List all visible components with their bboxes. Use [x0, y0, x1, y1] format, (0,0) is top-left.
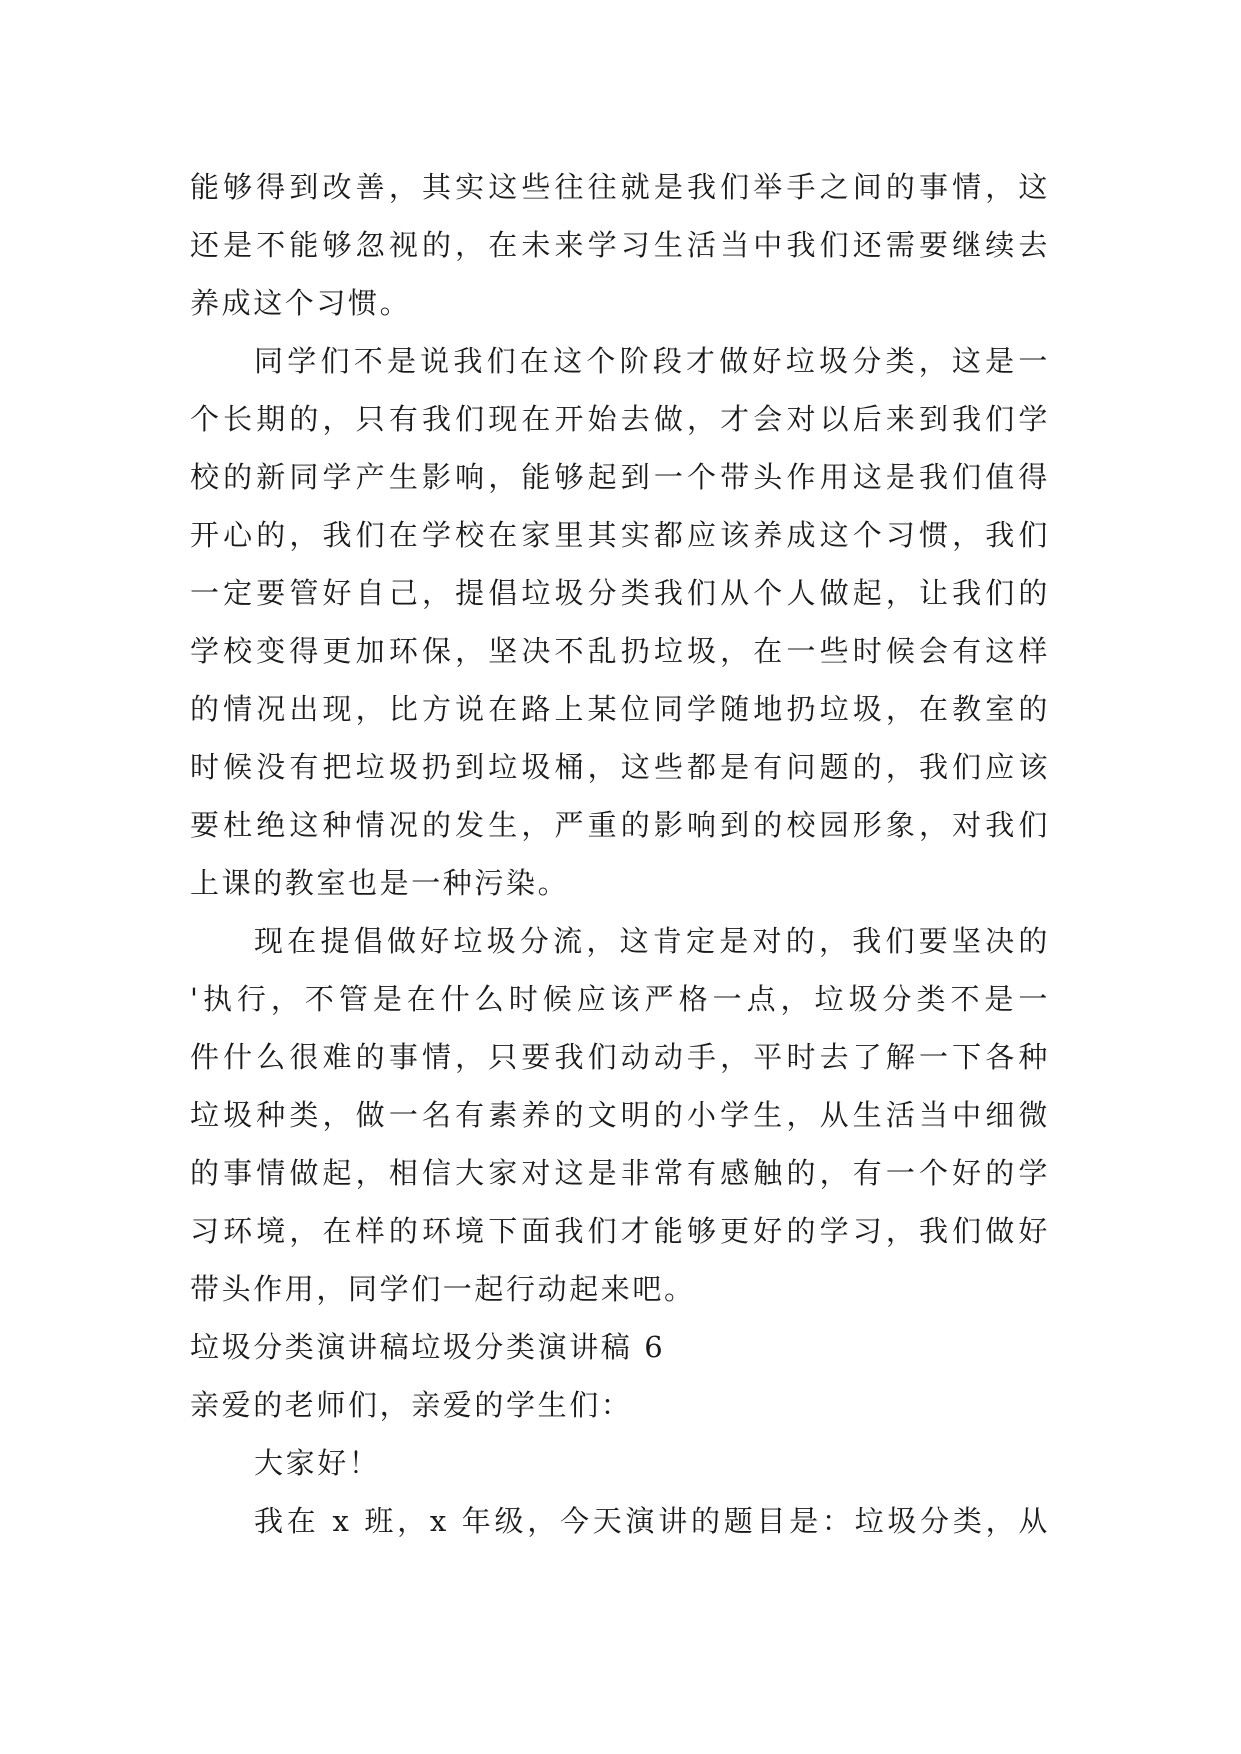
text-line: 开心的，我们在学校在家里其实都应该养成这个习惯，我们: [190, 518, 1050, 552]
paragraph-first-line: 现在提倡做好垃圾分流，这肯定是对的，我们要坚决的: [254, 924, 1050, 958]
text-line: 的事情做起，相信大家对这是非常有感触的，有一个好的学: [190, 1156, 1050, 1190]
text-line: '执行，不管是在什么时候应该严格一点，垃圾分类不是一: [190, 982, 1050, 1016]
text-line: 个长期的，只有我们现在开始去做，才会对以后来到我们学: [190, 402, 1050, 436]
text-line: 垃圾种类，做一名有素养的文明的小学生，从生活当中细微: [190, 1098, 1050, 1132]
text-line: 时候没有把垃圾扔到垃圾桶，这些都是有问题的，我们应该: [190, 750, 1050, 784]
document-body: [190, 158, 1050, 1550]
text-line: 件什么很难的事情，只要我们动动手，平时去了解一下各种: [190, 1040, 1050, 1074]
salutation: 亲爱的老师们，亲爱的学生们：: [190, 1388, 633, 1422]
text-line: 养成这个习惯。: [190, 286, 412, 320]
text-line: 的情况出现，比方说在路上某位同学随地扔垃圾，在教室的: [190, 692, 1050, 726]
text-line: 带头作用，同学们一起行动起来吧。: [190, 1272, 696, 1306]
text-line: 学校变得更加环保，坚决不乱扔垃圾，在一些时候会有这样: [190, 634, 1050, 668]
text-line: 上课的教室也是一种污染。: [190, 866, 570, 900]
text-line: 要杜绝这种情况的发生，严重的影响到的校园形象，对我们: [190, 808, 1050, 842]
text-line: 校的新同学产生影响，能够起到一个带头作用这是我们值得: [190, 460, 1050, 494]
paragraph-first-line: 同学们不是说我们在这个阶段才做好垃圾分类，这是一: [254, 344, 1050, 378]
text-line: 能够得到改善，其实这些往往就是我们举手之间的事情，这: [190, 170, 1050, 204]
text-line: 一定要管好自己，提倡垃圾分类我们从个人做起，让我们的: [190, 576, 1050, 610]
greeting: 大家好！: [254, 1446, 381, 1480]
section-heading: 垃圾分类演讲稿垃圾分类演讲稿 6: [190, 1330, 666, 1364]
text-line: 还是不能够忽视的，在未来学习生活当中我们还需要继续去: [190, 228, 1050, 262]
paragraph-first-line: 我在 x 班，x 年级，今天演讲的题目是：垃圾分类，从: [254, 1504, 1050, 1538]
text-line: 习环境，在样的环境下面我们才能够更好的学习，我们做好: [190, 1214, 1050, 1248]
